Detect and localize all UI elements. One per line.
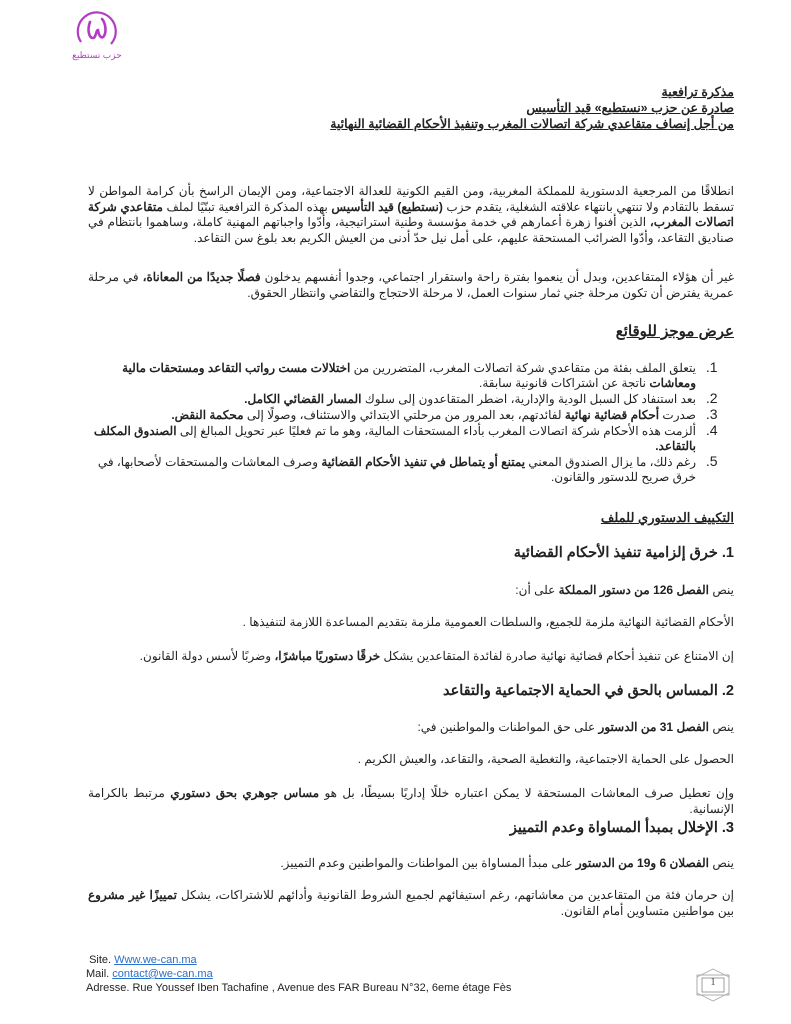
bold-text: مساس جوهري بحق دستوري [170, 786, 320, 800]
mail-link[interactable]: contact@we-can.ma [112, 968, 213, 980]
text: على مبدأ المساواة بين المواطنات والمواطنين وعدم التمييز. [280, 856, 576, 870]
title-line-2: صادرة عن حزب «نستطيع» قيد التأسيس [526, 101, 734, 115]
intro-paragraph-1 [88, 184, 734, 246]
logo-brand-text: حزب نستطيع [72, 50, 122, 60]
section-1-paragraph-2 [88, 649, 734, 665]
bold-text: فصلًا جديدًا من المعاناة، [142, 270, 261, 284]
bold-text: (نستطيع) قيد التأسيس [331, 199, 443, 214]
text: وصرف المعاشات والمستحقات لأصحابها، في خرق صريح للدستور والقانون. [97, 455, 696, 484]
site-label: Site. [89, 954, 115, 966]
text: رغم ذلك، ما يزال الصندوق المعني [525, 455, 696, 469]
footer-address: Adresse. Rue Youssef Iben Tachafine , Avenue des FAR Bureau N°32, 6eme étage Fès [86, 982, 512, 994]
text: يتعلق الملف بفئة من متقاعدي شركة اتصالات المغرب، المتضررين من [350, 361, 696, 375]
text: بهذه المذكرة الترافعية تبنّيًا لملف [162, 199, 332, 214]
bold-text: محكمة النقض. [171, 408, 244, 422]
text: ناتجة عن اشتراكات قانونية سابقة. [478, 376, 650, 390]
footer [86, 953, 511, 995]
section-3-paragraph-2 [88, 888, 734, 919]
text: صدرت [659, 408, 696, 422]
text: ينص [709, 856, 734, 870]
footer-site [86, 953, 511, 967]
text: ألزمت هذه الأحكام شركة اتصالات المغرب بأداء المستحقات المالية، وهو ما تم فعليًا عبر تحويل المبالغ إلى [176, 424, 696, 438]
list-item [88, 407, 702, 423]
intro-paragraph-2 [88, 270, 734, 301]
list-item [88, 423, 702, 454]
page-number-badge [693, 968, 733, 1002]
document-titles [88, 84, 734, 132]
bold-text: المسار القضائي الكامل. [244, 392, 362, 406]
text: غير أن هؤلاء المتقاعدين، وبدل أن ينعموا بفترة راحة واستقرار اجتماعي، وجدوا أنفسهم يدخلون [260, 270, 734, 284]
bold-text: متقاعدي شركة اتصالات المغرب، [88, 199, 735, 229]
bold-text: الفصل 31 من الدستور [598, 720, 709, 734]
bold-text: الفصل 126 من دستور المملكة [558, 583, 709, 597]
logo-circle-icon [71, 8, 123, 52]
mail-label: Mail. [86, 968, 113, 980]
list-item [88, 391, 702, 407]
text: على حق المواطنات والمواطنين في: [417, 720, 599, 734]
bold-text: الصندوق المكلف بالتقاعد. [93, 424, 696, 453]
page-number: 1 [710, 977, 716, 988]
bold-text: اختلالات مست رواتب التقاعد ومستحقات مالية ومعاشات [122, 361, 696, 390]
text: ينص [709, 720, 734, 734]
facts-list [88, 360, 734, 485]
bold-text: الفصلان 6 و19 من الدستور [575, 856, 709, 870]
text: الذين أفنوا زهرة أعمارهم في خدمة مؤسسة وطنية استراتيجية، وأدّوا واجباتهم المهنية كاملة، وساهموا بانتظام في صناديق التقاعد، وأدّوا الضرائب المستحقة عليهم، على أمل نيل حدّ أدنى من العيش الكريم بعد بلوغ سن التقاعد. [88, 215, 734, 245]
text: وإن تعطيل صرف المعاشات المستحقة لا يمكن اعتباره خللًا إداريًا بسيطًا، بل هو [319, 786, 734, 800]
constitutional-heading: التكييف الدستوري للملف [600, 510, 734, 525]
section-2-paragraph-2 [88, 786, 734, 817]
party-logo [62, 8, 132, 70]
text: وضربًا لأسس دولة القانون. [139, 649, 275, 663]
bold-text: أحكام قضائية نهائية [564, 408, 660, 422]
section-3-paragraph-1 [88, 856, 734, 872]
section-1-title: 1. خرق إلزامية تنفيذ الأحكام القضائية [513, 545, 734, 561]
section-2-title: 2. المساس بالحق في الحماية الاجتماعية والتقاعد [443, 683, 734, 699]
footer-mail [86, 967, 511, 981]
section-2-quote: الحصول على الحماية الاجتماعية، والتغطية الصحية، والتقاعد، والعيش الكريم . [357, 752, 734, 766]
text: إن حرمان فئة من المتقاعدين من معاشاتهم، رغم استيفائهم لجميع الشروط القانونية وأدائهم للاشتراكات، يشكل [176, 888, 735, 902]
text: مرتبط بالكرامة الإنسانية. [88, 786, 734, 816]
list-item [88, 360, 702, 391]
title-line-1: مذكرة ترافعية [661, 85, 734, 99]
text: في مرحلة عمرية يفترض أن تكون مرحلة جني ثمار سنوات العمل، لا مرحلة الاحتجاج والتقاضي وانتظار الحقوق. [88, 270, 734, 300]
facts-heading: عرض موجز للوقائع [615, 323, 734, 340]
section-1-quote: الأحكام القضائية النهائية ملزمة للجميع، والسلطات العمومية ملزمة بتقديم المساعدة اللازمة لتنفيذها . [242, 615, 734, 629]
bold-text: تمييزًا غير مشروع [88, 888, 177, 902]
text: لفائدتهم، بعد المرور من مرحلتي الابتدائي والاستئناف، وصولًا إلى [243, 408, 565, 422]
title-line-3: من أجل إنصاف متقاعدي شركة اتصالات المغرب وتنفيذ الأحكام القضائية النهائية [330, 117, 734, 131]
bold-text: خرقًا دستوريًا مباشرًا، [274, 649, 381, 663]
text: على أن: [515, 583, 559, 597]
text: بين مواطنين متساوين أمام القانون. [560, 903, 734, 918]
text: بعد استنفاد كل السبل الودية والإدارية، اضطر المتقاعدون إلى سلوك [361, 392, 696, 406]
text: إن الامتناع عن تنفيذ أحكام قضائية نهائية صادرة لفائدة المتقاعدين يشكل [380, 649, 734, 663]
list-item [88, 454, 702, 485]
text: انطلاقًا من المرجعية الدستورية للمملكة المغربية، ومن القيم الكونية للعدالة الاجتماعية، ومن الإيمان الراسخ بأن كرامة المواطن لا تسقط بالتقادم ولا تنتهي بانتهاء علاقته الشغلية، يتقدم حزب [88, 184, 734, 214]
section-3-title: 3. الإخلال بمبدأ المساواة وعدم التمييز [509, 820, 734, 836]
section-2-paragraph-1 [88, 720, 734, 736]
bold-text: يمتنع أو يتماطل في تنفيذ الأحكام القضائية [321, 455, 526, 469]
site-link[interactable]: Www.we-can.ma [114, 954, 197, 966]
text: ينص [709, 583, 734, 597]
section-1-paragraph-1 [88, 583, 734, 599]
